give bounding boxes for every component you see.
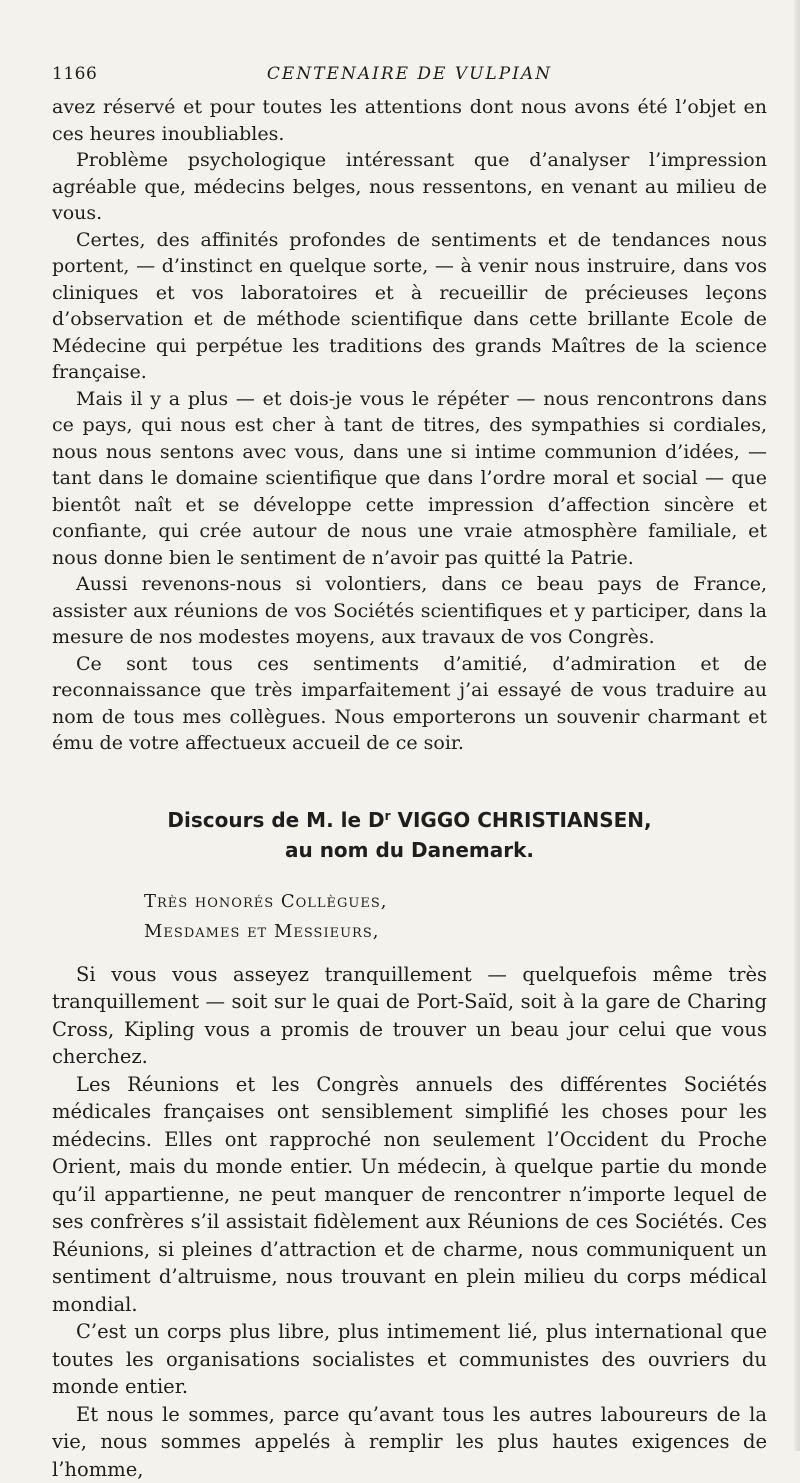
paragraph: Et nous le sommes, parce qu’avant tous les autres laboureurs de la vie, nous sommes appelés à remplir les plus hautes exigences de l’homme,	[52, 1401, 767, 1483]
heading-superscript: r	[385, 809, 391, 823]
running-title: CENTENAIRE DE VULPIAN	[52, 64, 767, 84]
section-heading-line1	[52, 801, 767, 835]
paragraph: avez réservé et pour toutes les attentions dont nous avons été l’objet en ces heures inoubliables.	[52, 94, 767, 147]
speech-body	[52, 961, 767, 1483]
running-header	[52, 60, 767, 94]
paragraph: Si vous vous asseyez tranquillement — quelquefois même très tranquillement — soit sur le quai de Port-Saïd, soit à la gare de Charing Cross, Kipling vous a promis de trouver un beau jour celui que vous cherchez.	[52, 961, 767, 1071]
page-number: 1166	[52, 64, 97, 84]
paragraph: Ce sont tous ces sentiments d’amitié, d’admiration et de reconnaissance que très imparfaitement j’ai essayé de vous traduire au nom de tous mes collègues. Nous emporterons un souvenir charmant et ému de votre affectueux accueil de ce soir.	[52, 651, 767, 757]
book-page	[52, 60, 767, 1483]
section-heading-line2: au nom du Danemark.	[52, 835, 767, 865]
salutation-line: Mesdames et Messieurs,	[144, 917, 767, 947]
previous-speech-ending	[52, 94, 767, 757]
page-edge-shadow	[794, 0, 800, 1451]
paragraph: Problème psychologique intéressant que d’analyser l’impression agréable que, médecins belges, nous ressentons, en venant au milieu de vous.	[52, 147, 767, 227]
heading-text: Discours de M. le D	[167, 808, 384, 832]
salutation-line: Très honorés Collègues,	[144, 887, 767, 917]
paragraph: C’est un corps plus libre, plus intimement lié, plus international que toutes les organisations socialistes et communistes des ouvriers du monde entier.	[52, 1318, 767, 1401]
section-heading	[52, 801, 767, 865]
paragraph: Mais il y a plus — et dois-je vous le répéter — nous rencontrons dans ce pays, qui nous est cher à tant de titres, des sympathies si cordiales, nous nous sentons avec vous, dans une si intime communion d’idées, — tant dans le domaine scientifique que dans l’ordre moral et social — que bientôt naît et se développe cette impression d’affection sincère et confiante, qui crée autour de nous une vraie atmosphère familiale, et nous donne bien le sentiment de n’avoir pas quitté la Patrie.	[52, 386, 767, 572]
salutation	[144, 887, 767, 947]
paragraph: Certes, des affinités profondes de sentiments et de tendances nous portent, — d’instinct en quelque sorte, — à venir nous instruire, dans vos cliniques et vos laboratoires et à recueillir de précieuses leçons d’observation et de méthode scientifique dans cette brillante Ecole de Médecine qui perpétue les traditions des grands Maîtres de la science française.	[52, 227, 767, 386]
paragraph: Aussi revenons-nous si volontiers, dans ce beau pays de France, assister aux réunions de vos Sociétés scientifiques et y participer, dans la mesure de nos modestes moyens, aux travaux de vos Congrès.	[52, 571, 767, 651]
paragraph: Les Réunions et les Congrès annuels des différentes Sociétés médicales françaises ont sensiblement simplifié les choses pour les médecins. Elles ont rapproché non seulement l’Occident du Proche Orient, mais du monde entier. Un médecin, à quelque partie du monde qu’il appartienne, ne peut manquer de rencontrer n’importe lequel de ses confrères s’il assistait fidèlement aux Réunions de ces Sociétés. Ces Réunions, si pleines d’attraction et de charme, nous communiquent un sentiment d’altruisme, nous trouvant en plein milieu du corps médical mondial.	[52, 1071, 767, 1319]
heading-text: VIGGO CHRISTIANSEN,	[391, 808, 652, 832]
